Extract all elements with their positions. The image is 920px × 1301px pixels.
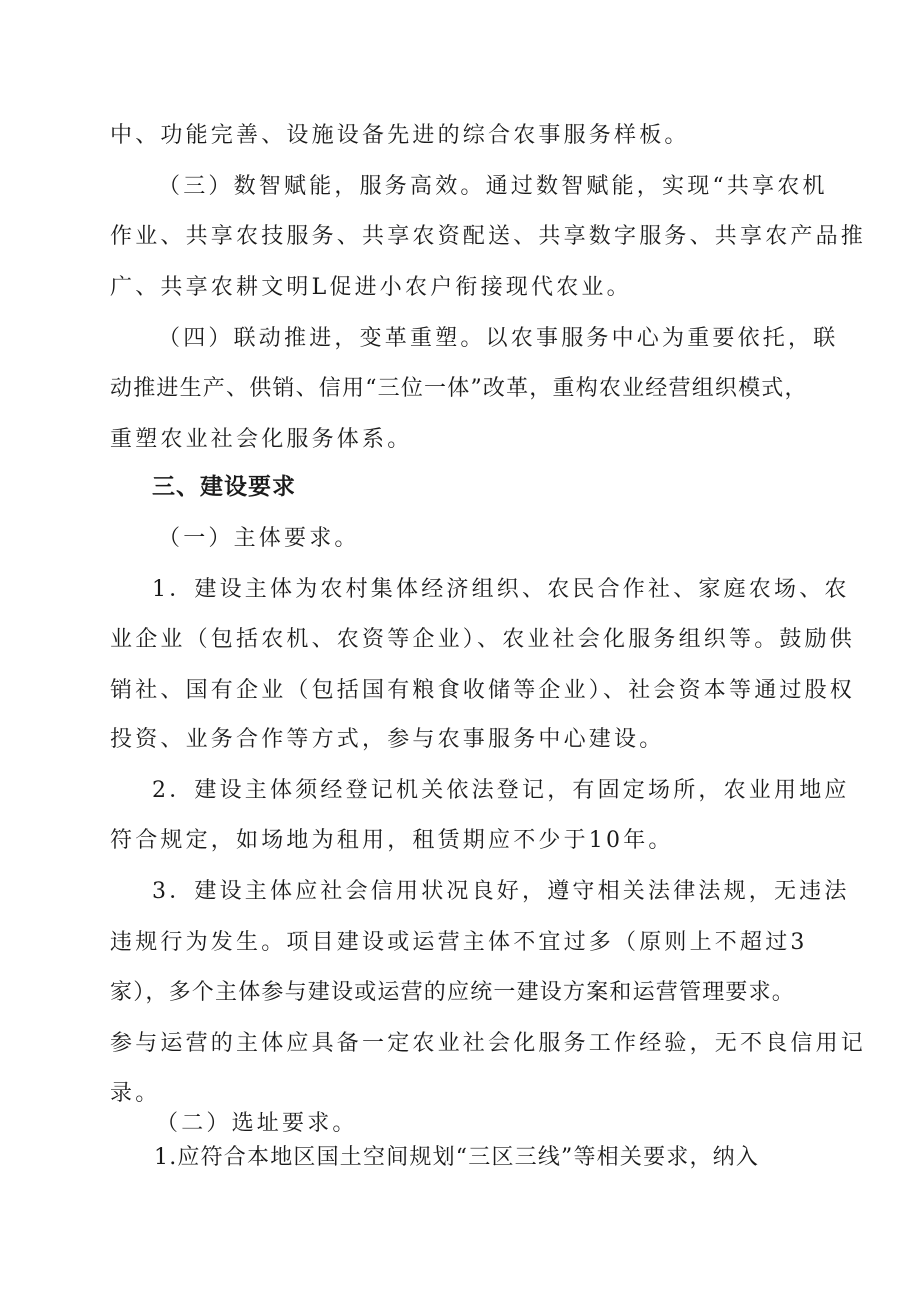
- text-line-16: 3．建设主体应社会信用状况良好，遵守相关法律法规，无违法: [152, 879, 850, 904]
- text-line-2: （三）数智赋能，服务高效。通过数智赋能，实现“共享农机: [158, 174, 828, 199]
- text-line-1: 中、功能完善、设施设备先进的综合农事服务样板。: [110, 123, 690, 148]
- text-line-20: 录。: [110, 1081, 161, 1106]
- subsection-heading-2: （二）选址要求。: [156, 1111, 358, 1136]
- text-line-17: 违规行为发生。项目建设或运营主体不宜过多（原则上不超过3: [110, 930, 808, 955]
- text-line-13: 投资、业务合作等方式，参与农事服务中心建设。: [110, 727, 665, 752]
- text-line-4: 广、共享农耕文明L促进小农户衔接现代农业。: [110, 275, 632, 300]
- text-line-12: 销社、国有企业（包括国有粮食收储等企业）、社会资本等通过股权: [110, 678, 856, 703]
- text-line-7: 重塑农业社会化服务体系。: [110, 427, 413, 452]
- text-line-19: 参与运营的主体应具备一定农业社会化服务工作经验，无不良信用记: [110, 1031, 867, 1056]
- section-heading: 三、建设要求: [152, 474, 296, 500]
- text-line-11: 业企业（包括农机、农资等企业）、农业社会化服务组织等。鼓励供: [110, 627, 856, 652]
- text-line-5: （四）联动推进，变革重塑。以农事服务中心为重要依托，联: [158, 326, 839, 351]
- text-line-6: 动推进生产、供销、信用“三位一体”改革，重构农业经营组织模式，: [110, 376, 808, 401]
- text-line-18: 家），多个主体参与建设或运营的应统一建设方案和运营管理要求。: [110, 980, 796, 1005]
- subsection-heading-1: （一）主体要求。: [158, 526, 360, 551]
- text-line-3: 作业、共享农技服务、共享农资配送、共享数字服务、共享农产品推: [110, 224, 867, 249]
- text-line-15: 符合规定，如场地为租用，租赁期应不少于10年。: [110, 828, 674, 853]
- text-line-22: 1.应符合本地区国土空间规划“三区三线”等相关要求，纳入: [154, 1145, 760, 1170]
- text-line-14: 2．建设主体须经登记机关依法登记，有固定场所，农业用地应: [152, 778, 850, 803]
- text-line-10: 1．建设主体为农村集体经济组织、农民合作社、家庭农场、农: [152, 577, 850, 602]
